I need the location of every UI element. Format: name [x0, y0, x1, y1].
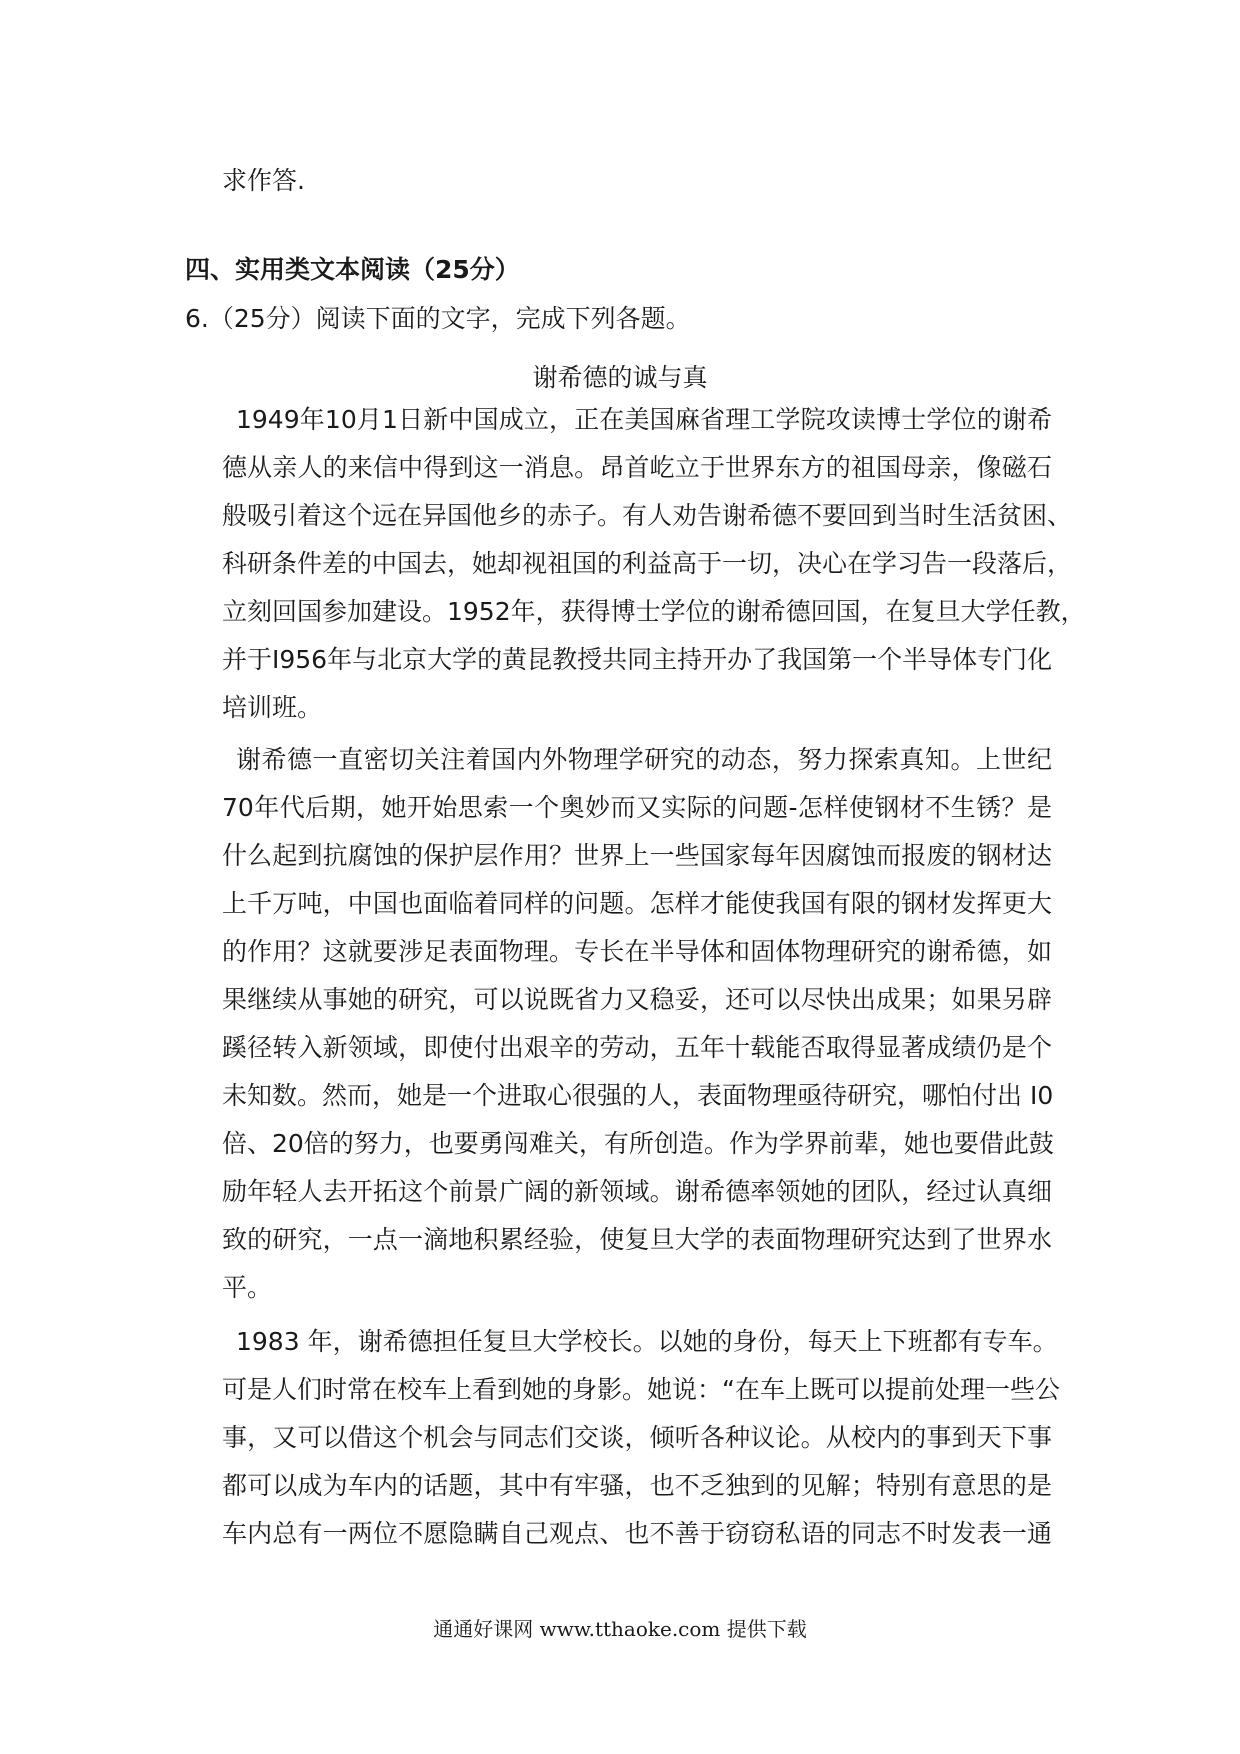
paragraph-line: 蹊径转入新领域，即使付出艰辛的劳动，五年十载能否取得显著成绩仍是个 [222, 1033, 1052, 1062]
article-paragraph-3 [222, 1318, 1060, 1558]
paragraph-line: 德从亲人的来信中得到这一消息。昂首屹立于世界东方的祖国母亲，像磁石 [222, 453, 1052, 482]
paragraph-line: 励年轻人去开拓这个前景广阔的新领域。谢希德率领她的团队，经过认真细 [222, 1177, 1052, 1206]
question-prompt: 6.（25分）阅读下面的文字，完成下列各题。 [185, 304, 691, 333]
paragraph-line: 什么起到抗腐蚀的保护层作用？世界上一些国家每年因腐蚀而报废的钢材达 [222, 841, 1052, 870]
continuation-text: 求作答. [222, 166, 305, 195]
paragraph-line: 倍、20倍的努力，也要勇闯难关，有所创造。作为学界前辈，她也要借此鼓 [222, 1129, 1054, 1158]
paragraph-line: 果继续从事她的研究，可以说既省力又稳妥，还可以尽快出成果；如果另辟 [222, 985, 1052, 1014]
paragraph-line: 上千万吨，中国也面临着同样的问题。怎样才能使我国有限的钢材发挥更大 [222, 889, 1052, 918]
paragraph-line: 科研条件差的中国去，她却视祖国的利益高于一切，决心在学习告一段落后， [222, 549, 1073, 578]
section-heading: 四、实用类文本阅读（25分） [185, 255, 520, 284]
paragraph-line: 的作用？这就要涉足表面物理。专长在半导体和固体物理研究的谢希德，如 [222, 937, 1052, 966]
paragraph-line: 谢希德一直密切关注着国内外物理学研究的动态，努力探索真知。上世纪 [236, 745, 1052, 774]
paragraph-line: 立刻回国参加建设。1952年，获得博士学位的谢希德回国，在复旦大学任教， [222, 597, 1086, 626]
paragraph-line: 都可以成为车内的话题，其中有牢骚，也不乏独到的见解；特别有意思的是 [222, 1471, 1052, 1500]
paragraph-line: 并于I956年与北京大学的黄昆教授共同主持开办了我国第一个半导体专门化 [222, 645, 1053, 674]
article-title: 谢希德的诚与真 [532, 363, 708, 392]
paragraph-line: 培训班。 [222, 693, 323, 722]
paragraph-line: 1949年10月1日新中国成立，正在美国麻省理工学院攻读博士学位的谢希 [236, 405, 1052, 434]
paragraph-line: 致的研究，一点一滴地积累经验，使复旦大学的表面物理研究达到了世界水 [222, 1225, 1052, 1254]
article-paragraph-1 [222, 396, 1086, 732]
paragraph-line: 未知数。然而，她是一个进取心很强的人，表面物理亟待研究，哪怕付出 I0 [222, 1081, 1054, 1110]
paragraph-line: 1983 年，谢希德担任复旦大学校长。以她的身份，每天上下班都有专车。 [236, 1327, 1058, 1356]
paragraph-line: 般吸引着这个远在异国他乡的赤子。有人劝告谢希德不要回到当时生活贫困、 [222, 501, 1073, 530]
paragraph-line: 车内总有一两位不愿隐瞒自己观点、也不善于窃窃私语的同志不时发表一通 [222, 1519, 1052, 1548]
paragraph-line: 可是人们时常在校车上看到她的身影。她说：“在车上既可以提前处理一些公 [222, 1375, 1060, 1404]
paragraph-line: 平。 [222, 1273, 273, 1302]
article-paragraph-2 [222, 736, 1052, 1312]
paragraph-line: 70年代后期，她开始思索一个奥妙而又实际的问题-怎样使钢材不生锈？是 [222, 793, 1052, 822]
paragraph-line: 事，又可以借这个机会与同志们交谈，倾听各种议论。从校内的事到天下事 [222, 1423, 1052, 1452]
page-footer: 通通好课网 www.tthaoke.com 提供下载 [433, 1617, 807, 1641]
